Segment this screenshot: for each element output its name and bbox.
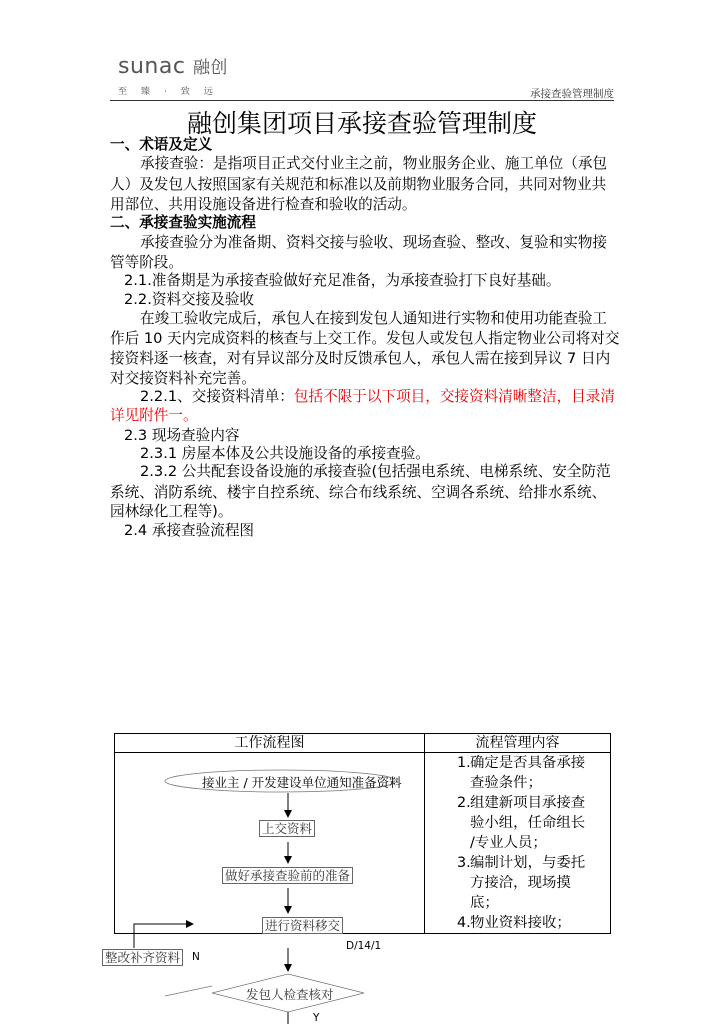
list-label: 2.2.1、交接资料清单： bbox=[140, 388, 294, 405]
logo-latin: sunac bbox=[118, 54, 186, 79]
flow-node: 进行资料移交 bbox=[262, 917, 343, 934]
paragraph-line: 接资料逐一核查，对有异议部分及时反馈承包人，承包人需在接到异议 7 日内 bbox=[110, 350, 611, 367]
highlighted-text: 详见附件一。 bbox=[110, 407, 198, 424]
loop-arrow bbox=[134, 924, 192, 948]
paragraph-line: 管等阶段。 bbox=[110, 254, 183, 271]
column-header: 流程管理内容 bbox=[425, 734, 611, 753]
subsection-heading: 2.2.资料交接及验收 bbox=[124, 291, 255, 308]
paragraph-line: 承接查验分为准备期、资料交接与验收、现场查验、整改、复验和实物接 bbox=[140, 234, 608, 251]
paragraph-line: 对交接资料补充完善。 bbox=[110, 370, 256, 387]
decision-label: 发包人检查核对 bbox=[246, 987, 334, 1002]
paragraph-line: 用部位、共用设施设备进行检查和验收的活动。 bbox=[110, 196, 417, 213]
paragraph-line: 系统、消防系统、楼宇自控系统、综合布线系统、空调各系统、给排水系统、 bbox=[110, 484, 607, 501]
logo-cn: 融创 bbox=[192, 58, 228, 78]
no-label: N bbox=[192, 951, 200, 963]
paragraph-line: 2.3.2 公共配套设备设施的承接查验(包括强电系统、电梯系统、安全防范 bbox=[140, 463, 611, 480]
section-heading: 二、承接查验实施流程 bbox=[110, 214, 256, 231]
page-code: D/14/1 bbox=[346, 940, 382, 952]
column-header: 工作流程图 bbox=[115, 734, 425, 753]
step-item: 2. 组建新项目承接查 验小组，任命组长 /专业人员； bbox=[457, 795, 586, 851]
highlighted-text: 包括不限于以下项目，交接资料清晰整洁，目录清 bbox=[293, 388, 615, 405]
paragraph-line: 人）及发包人按照国家有关规范和标准以及前期物业服务合同，共同对物业共 bbox=[110, 176, 607, 193]
step-item: 3. 编制计划，与委托 方接洽，现场摸 底； bbox=[457, 855, 586, 911]
section-heading: 一、术语及定义 bbox=[110, 136, 213, 153]
flow-node-rework: 整改补齐资料 bbox=[102, 949, 183, 966]
step-item: 1. 确定是否具备承接 查验条件； bbox=[457, 755, 586, 791]
paragraph-line: 2.1.准备期是为承接查验做好充足准备，为承接查验打下良好基础。 bbox=[124, 272, 561, 289]
flow-start: 接业主 / 开发建设单位通知准备资料 bbox=[202, 775, 402, 790]
subsection-heading: 2.4 承接查验流程图 bbox=[124, 522, 255, 539]
paragraph-line: 园林绿化工程等)。 bbox=[110, 503, 233, 520]
logo-slogan: 至臻·致远 bbox=[118, 87, 227, 97]
paragraph-line: 作后 10 天内完成资料的核查与上交工作。发包人或发包人指定物业公司将对交 bbox=[110, 330, 620, 347]
subsection-heading: 2.3 现场查验内容 bbox=[124, 427, 240, 444]
flow-node: 上交资料 bbox=[259, 820, 315, 837]
yes-label: Y bbox=[313, 1012, 320, 1024]
page-title: 融创集团项目承接查验管理制度 bbox=[186, 109, 537, 138]
step-item: 4. 物业资料接收； bbox=[457, 915, 571, 931]
paragraph-line: 在竣工验收完成后，承包人在接到发包人通知进行实物和使用功能查验工 bbox=[140, 310, 608, 327]
paragraph-line: 2.3.1 房屋本体及公共设施设备的承接查验。 bbox=[140, 445, 430, 462]
running-header: 承接查验管理制度 bbox=[530, 88, 614, 100]
flow-node: 做好承接查验前的准备 bbox=[222, 867, 353, 884]
paragraph-line: 承接查验：是指项目正式交付业主之前，物业服务企业、施工单位（承包 bbox=[140, 155, 608, 172]
